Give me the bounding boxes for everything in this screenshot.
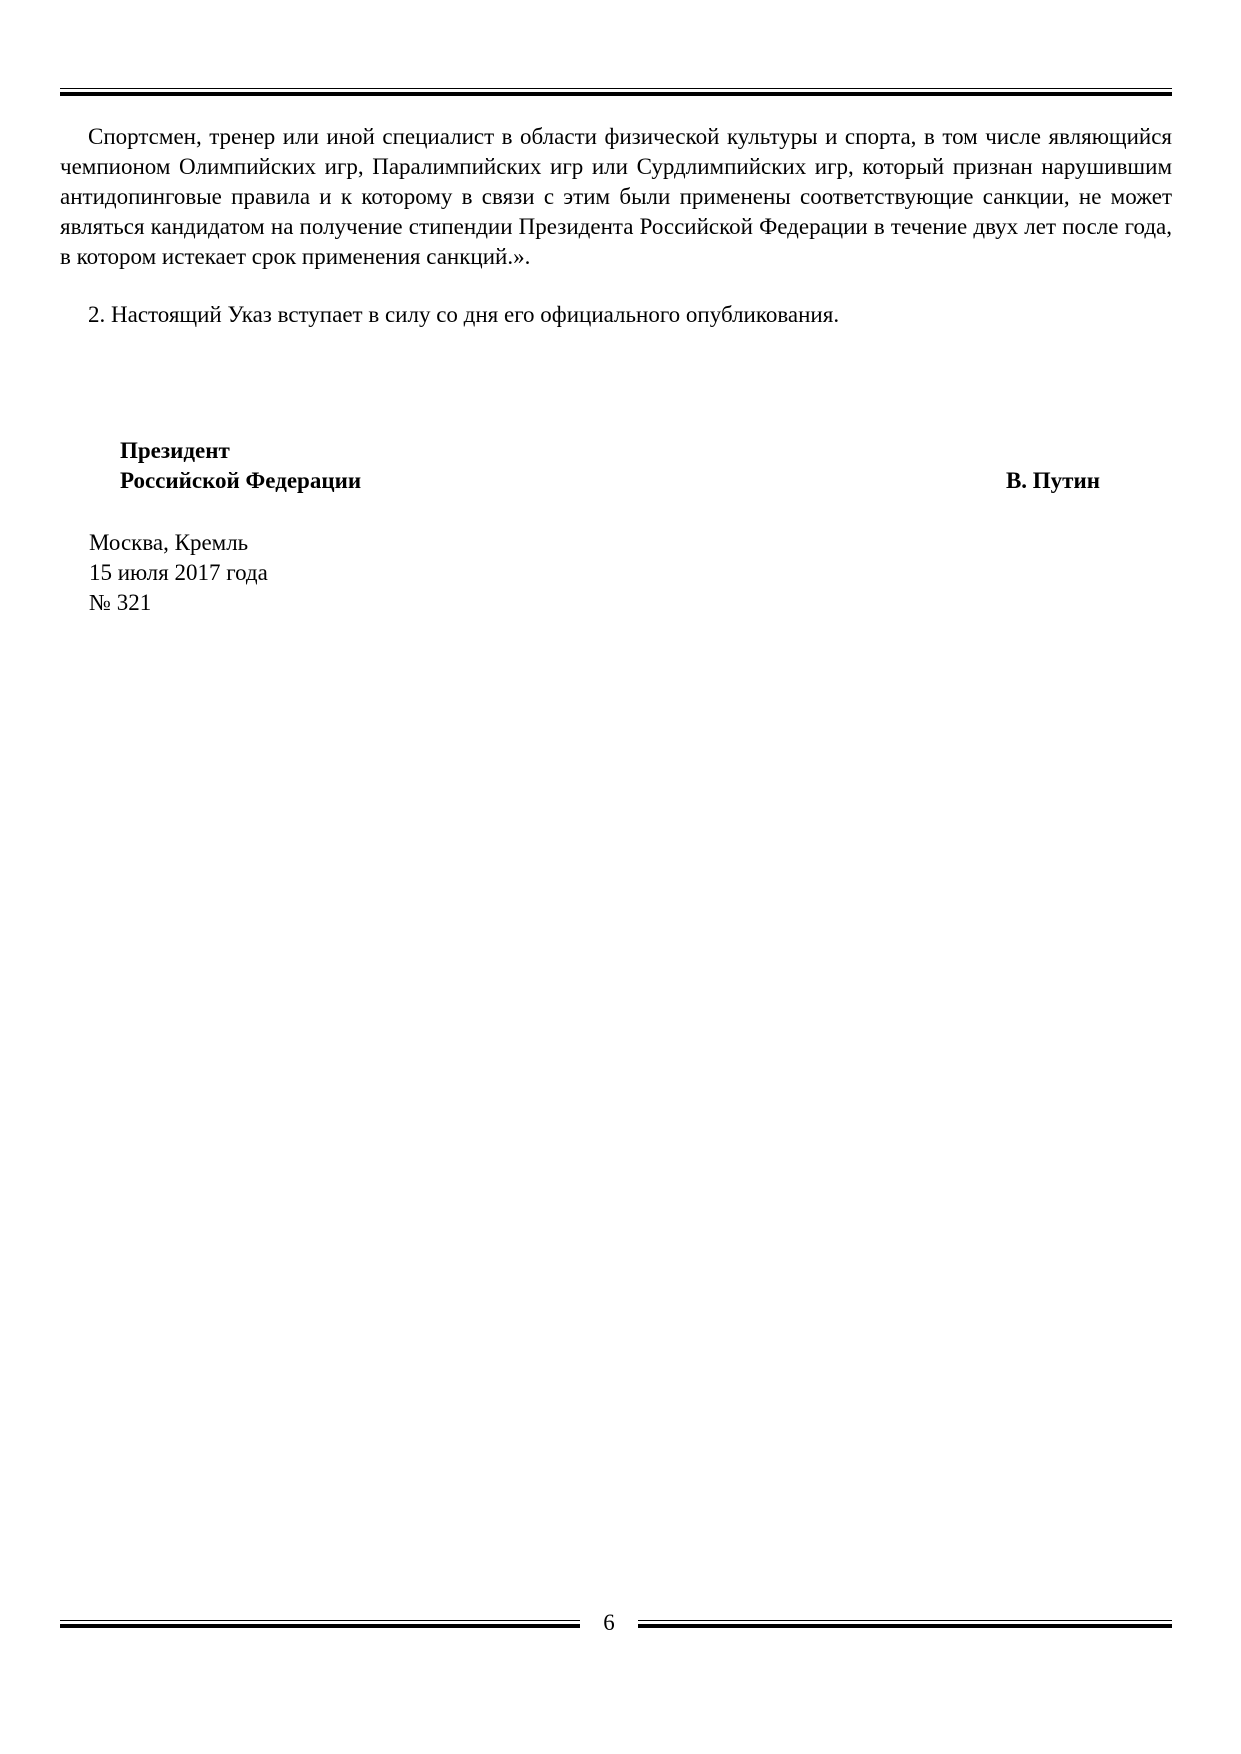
footer-rule-left-thin: [60, 1620, 580, 1621]
footer-rule-right-thin: [638, 1620, 1172, 1621]
footer-rule-left-thick: [60, 1624, 580, 1628]
decree-number: № 321: [89, 590, 152, 615]
signatory-name: В. Путин: [1005, 468, 1100, 493]
signatory-title-line1: Президент: [120, 438, 230, 463]
header-rule-thick: [60, 92, 1172, 96]
issue-details: [89, 528, 268, 618]
header-rule-thin: [60, 88, 1172, 89]
document-body: [60, 122, 1172, 330]
page-footer: [60, 1610, 1172, 1640]
signature-block: [120, 436, 1100, 496]
body-paragraph-1: Спортсмен, тренер или иной специалист в области физической культуры и спорта, в том числе являющийся чемпионом Олимпийских игр, Паралимпийских игр или Сурдлимпийских игр, который признан нарушившим антидопинговые правила и к которому в связи с этим были применены соответствующие санкции, не может являться кандидатом на получение стипендии Президента Российской Федерации в течение двух лет после года, в котором истекает срок применения санкций.».: [60, 124, 1172, 269]
header-rule: [60, 88, 1172, 96]
footer-rule-right-thick: [638, 1624, 1172, 1628]
issue-date: 15 июля 2017 года: [89, 560, 268, 585]
body-paragraph-2: 2. Настоящий Указ вступает в силу со дня его официального опубликования.: [88, 302, 840, 327]
page-number: 6: [603, 1610, 615, 1635]
signatory-title-line2: Российской Федерации: [120, 468, 362, 493]
issue-place: Москва, Кремль: [89, 530, 249, 555]
